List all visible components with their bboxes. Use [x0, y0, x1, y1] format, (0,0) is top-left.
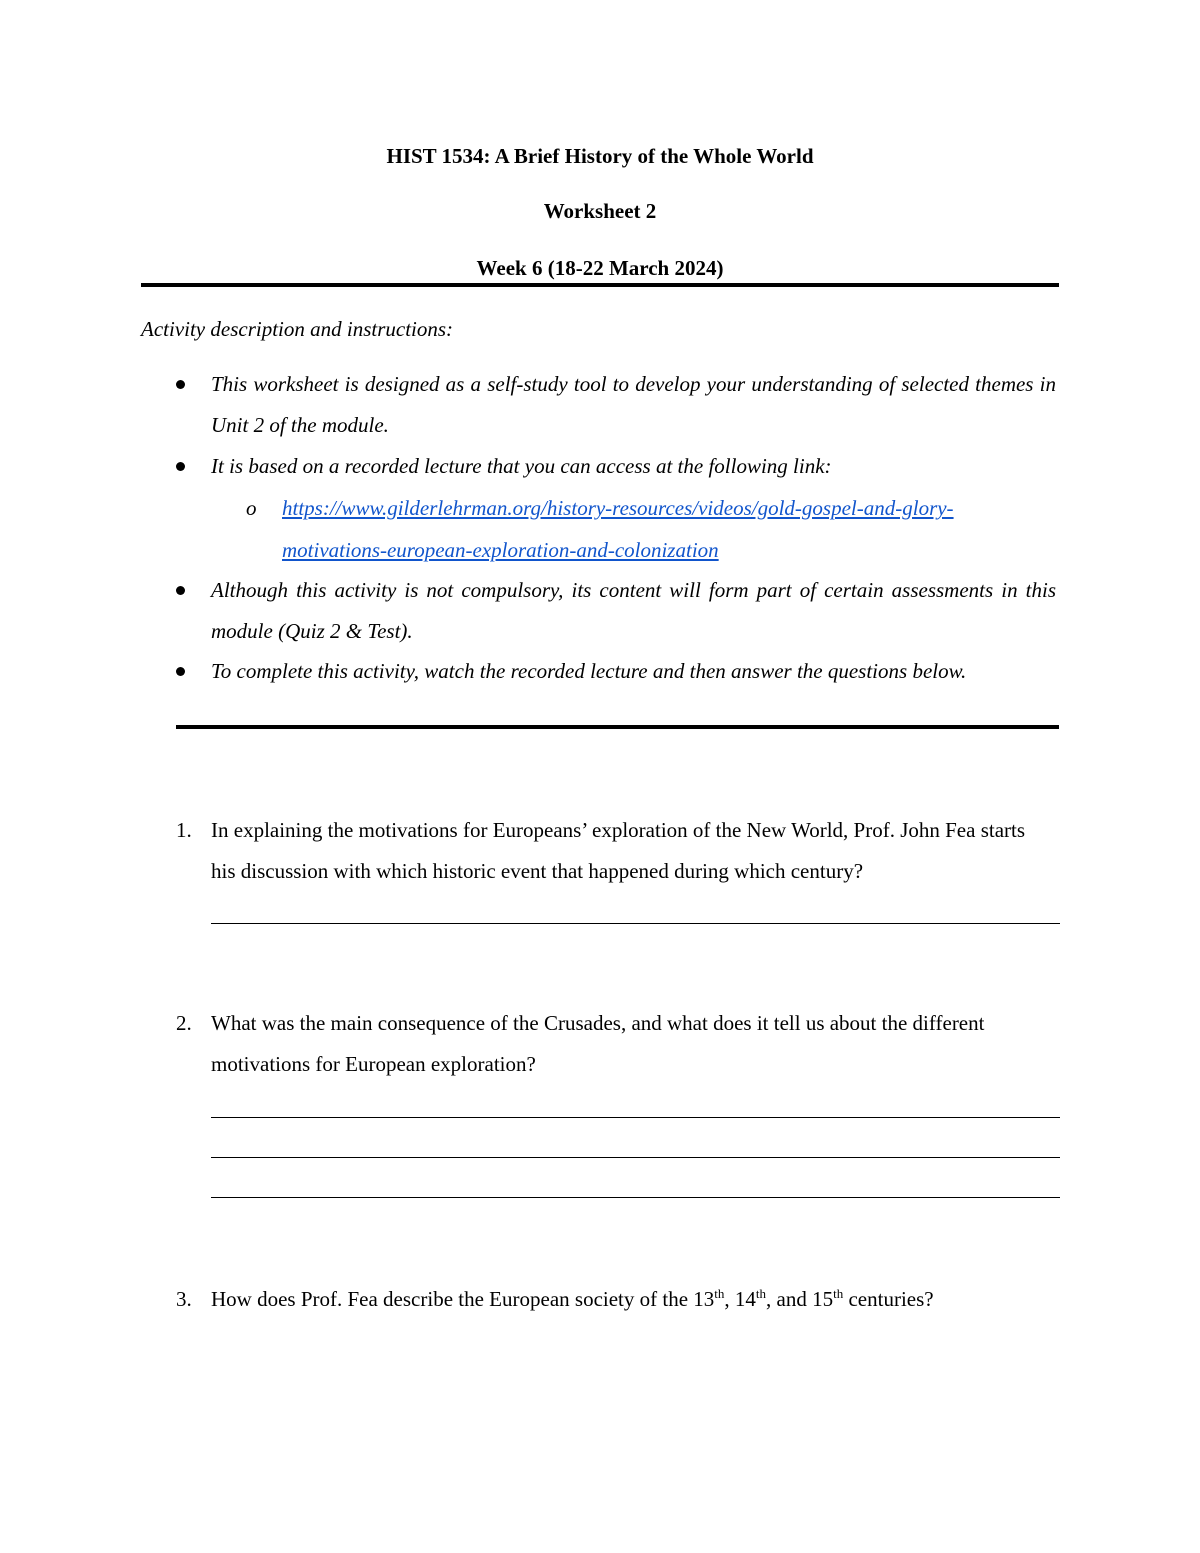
question-3-text	[211, 1279, 1051, 1320]
superscript-th: th	[755, 1286, 767, 1301]
question-3-text-c: , and 15	[766, 1287, 834, 1311]
lecture-link-line-1[interactable]: https://www.gilderlehrman.org/history-resources/videos/gold-gospel-and-glory-	[282, 496, 954, 520]
question-2-answer-line-1[interactable]	[211, 1117, 1060, 1118]
question-1-number: 1.	[176, 818, 192, 842]
question-1-answer-line[interactable]	[211, 923, 1060, 924]
bullet-icon	[176, 586, 186, 596]
instruction-bullet-2: It is based on a recorded lecture that you can access at the following link:	[211, 454, 832, 478]
question-3-text-d: centuries?	[843, 1287, 934, 1311]
question-2-answer-line-2[interactable]	[211, 1157, 1060, 1158]
bullet-icon	[176, 667, 186, 677]
instruction-bullet-1: This worksheet is designed as a self-study tool to develop your understanding of selected themes in Unit 2 of the module.	[211, 372, 1056, 437]
instruction-bullet-3: Although this activity is not compulsory, its content will form part of certain assessments in this module (Quiz 2 & Test).	[211, 578, 1056, 643]
question-2-answer-line-3[interactable]	[211, 1197, 1060, 1198]
activity-heading: Activity description and instructions:	[141, 317, 454, 341]
bullet-icon	[176, 380, 186, 390]
question-3-number: 3.	[176, 1287, 192, 1311]
question-2-number: 2.	[176, 1011, 192, 1035]
question-1-text: In explaining the motivations for Europeans’ exploration of the New World, Prof. John Fea starts his discussion with which historic event that happened during which century?	[211, 818, 1026, 883]
sub-bullet-marker: o	[246, 496, 257, 520]
instructions-divider	[176, 725, 1059, 729]
question-3-text-b: , 14	[724, 1287, 756, 1311]
week-dates: Week 6 (18-22 March 2024)	[476, 256, 724, 280]
lecture-link-line-2[interactable]: motivations-european-exploration-and-colonization	[282, 538, 719, 562]
header-divider	[141, 283, 1059, 287]
superscript-th: th	[833, 1286, 844, 1301]
question-3-text-a: How does Prof. Fea describe the European society of the 13	[211, 1287, 715, 1311]
bullet-icon	[176, 462, 186, 472]
question-2-text: What was the main consequence of the Crusades, and what does it tell us about the different motivations for European exploration?	[211, 1011, 985, 1076]
instruction-bullet-4: To complete this activity, watch the recorded lecture and then answer the questions below.	[211, 659, 967, 683]
course-title: HIST 1534: A Brief History of the Whole World	[386, 144, 814, 168]
worksheet-number: Worksheet 2	[543, 199, 657, 223]
superscript-th: th	[714, 1286, 725, 1301]
